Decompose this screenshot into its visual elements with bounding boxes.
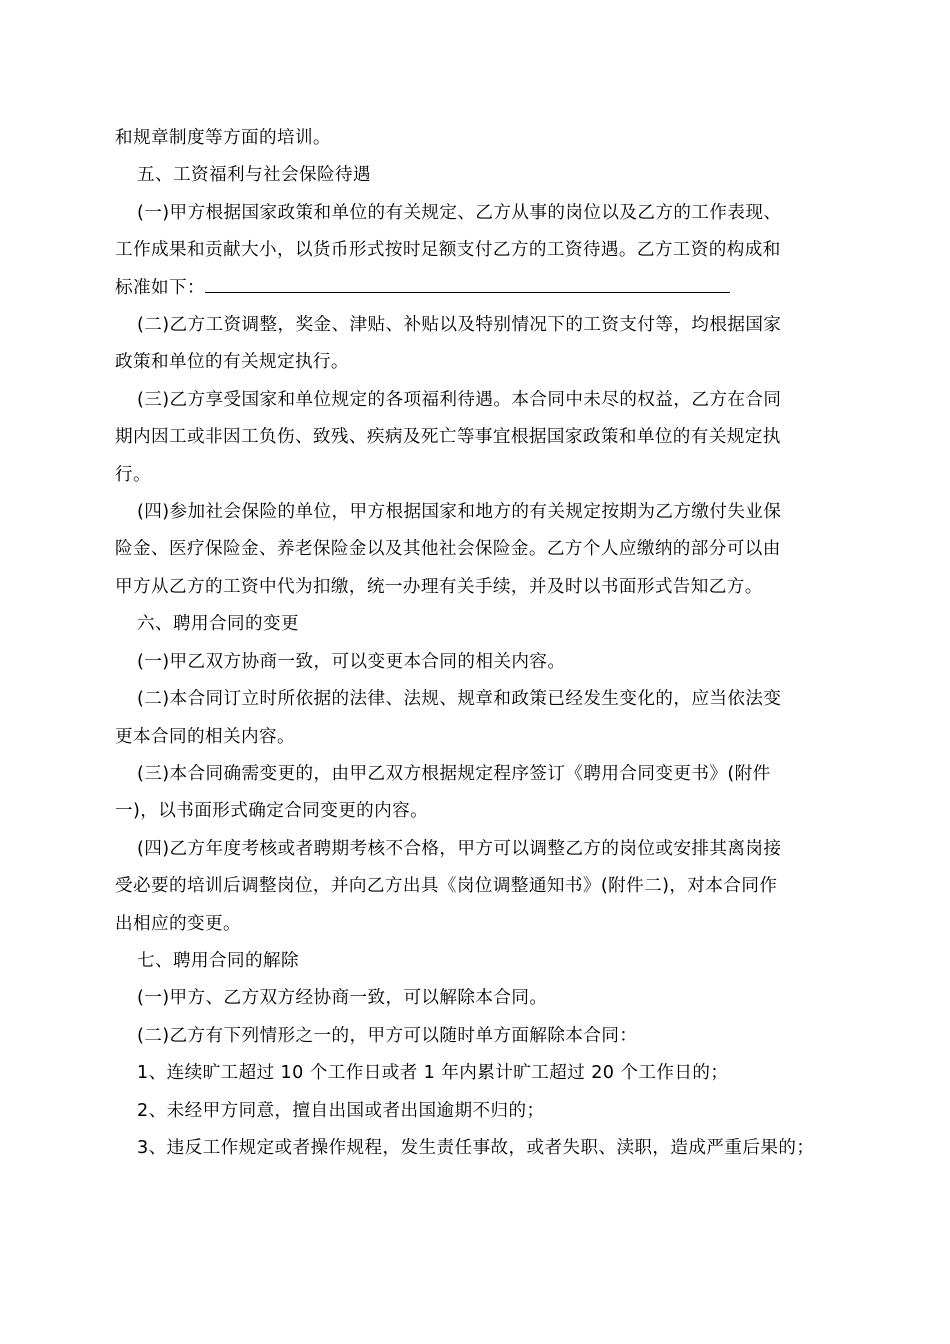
list-item-2: 2、未经甲方同意，擅自出国或者出国逾期不归的；	[137, 1100, 545, 1121]
text-line-0: 和规章制度等方面的培训。	[115, 128, 331, 148]
text-line-21: 出相应的变更。	[115, 913, 241, 934]
text-line-8: 期内因工或非因工负伤、致残、疾病及死亡等事宜根据国家政策和单位的有关规定执	[115, 427, 781, 448]
text-line-2: (一)甲方根据国家政策和单位的有关规定、乙方从事的岗位以及乙方的工作表现、	[137, 202, 782, 223]
text-line-4	[115, 270, 840, 307]
list-item-1: 1、连续旷工超过 10 个工作日或者 1 年内累计旷工超过 20 个工作日的；	[137, 1063, 729, 1084]
salary-standard-blank	[205, 278, 730, 293]
text-line-24: (二)乙方有下列情形之一的，甲方可以随时单方面解除本合同：	[137, 1025, 638, 1046]
text-line-7: (三)乙方享受国家和单位规定的各项福利待遇。本合同中未尽的权益，乙方在合同	[137, 389, 782, 410]
text-line-3: 工作成果和贡献大小，以货币形式按时足额支付乙方的工资待遇。乙方工资的构成和	[115, 240, 781, 261]
text-line-16: 更本合同的相关内容。	[115, 726, 295, 747]
text-line-5: (二)乙方工资调整，奖金、津贴、补贴以及特别情况下的工资支付等，均根据国家	[137, 315, 782, 336]
section-heading-5: 五、工资福利与社会保险待遇	[137, 165, 371, 186]
text-line-14: (一)甲乙双方协商一致，可以变更本合同的相关内容。	[137, 651, 566, 672]
salary-standard-label: 标准如下：	[115, 277, 205, 298]
text-line-12: 甲方从乙方的工资中代为扣缴，统一办理有关手续，并及时以书面形式告知乙方。	[115, 576, 763, 597]
section-heading-7: 七、聘用合同的解除	[137, 950, 299, 971]
text-line-18: 一)，以书面形式确定合同变更的内容。	[115, 801, 429, 822]
text-line-15: (二)本合同订立时所依据的法律、法规、规章和政策已经发生变化的，应当依法变	[137, 689, 782, 710]
text-line-6: 政策和单位的有关规定执行。	[115, 352, 349, 373]
text-line-11: 险金、医疗保险金、养老保险金以及其他社会保险金。乙方个人应缴纳的部分可以由	[115, 539, 781, 560]
text-line-9: 行。	[115, 464, 151, 485]
text-line-17: (三)本合同确需变更的，由甲乙双方根据规定程序签订《聘用合同变更书》(附件	[137, 763, 771, 784]
text-line-10: (四)参加社会保险的单位，甲方根据国家和地方的有关规定按期为乙方缴付失业保	[137, 502, 782, 523]
list-item-3: 3、违反工作规定或者操作规程，发生责任事故，或者失职、渎职，造成严重后果的；	[137, 1137, 815, 1158]
text-line-19: (四)乙方年度考核或者聘期考核不合格，甲方可以调整乙方的岗位或安排其离岗接	[137, 838, 782, 859]
text-line-23: (一)甲方、乙方双方经协商一致，可以解除本合同。	[137, 988, 548, 1009]
text-line-20: 受必要的培训后调整岗位，并向乙方出具《岗位调整通知书》(附件二)，对本合同作	[115, 876, 778, 897]
document-page	[115, 120, 840, 1167]
section-heading-6: 六、聘用合同的变更	[137, 614, 299, 635]
